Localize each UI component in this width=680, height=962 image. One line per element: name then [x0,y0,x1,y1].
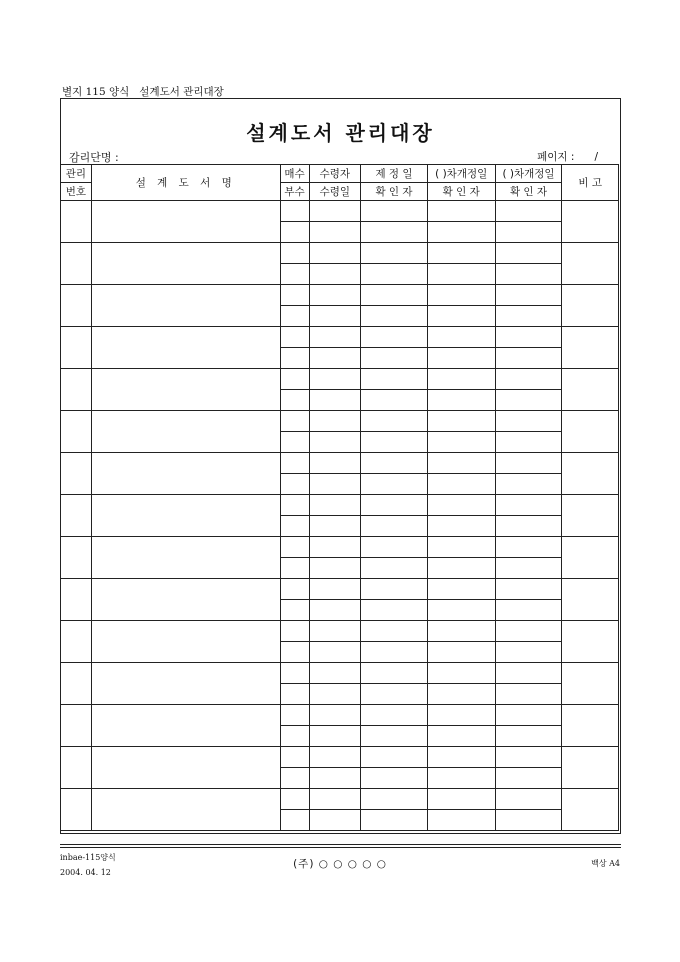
table-row [61,453,619,474]
cell-receiver[interactable] [309,306,361,327]
cell-mgmt-no[interactable] [61,495,92,537]
cell-enact[interactable] [361,453,428,474]
cell-rev2[interactable] [495,621,562,642]
table-row [61,285,619,306]
cell-rev1[interactable] [427,201,495,222]
cell-sheets[interactable] [280,453,309,474]
cell-remarks[interactable] [562,243,619,285]
table-row [61,369,619,390]
table-row [61,243,619,264]
cell-rev1[interactable] [427,432,495,453]
cell-rev1[interactable] [427,768,495,789]
cell-sheets[interactable] [280,348,309,369]
cell-sheets[interactable] [280,222,309,243]
cell-rev1[interactable] [427,579,495,600]
cell-rev1[interactable] [427,306,495,327]
cell-enact[interactable] [361,663,428,684]
table-row [61,705,619,726]
cell-sheets[interactable] [280,390,309,411]
cell-doc-name[interactable] [91,621,280,663]
table-row [61,621,619,642]
cell-enact[interactable] [361,600,428,621]
cell-rev2[interactable] [495,705,562,726]
cell-rev1[interactable] [427,516,495,537]
table-row [61,327,619,348]
cell-sheets[interactable] [280,621,309,642]
cell-mgmt-no[interactable] [61,579,92,621]
cell-receiver[interactable] [309,495,361,516]
cell-remarks[interactable] [562,285,619,327]
cell-mgmt-no[interactable] [61,789,92,831]
cell-doc-name[interactable] [91,789,280,831]
header-receiver: 수령자 [309,165,361,183]
cell-mgmt-no[interactable] [61,747,92,789]
cell-sheets[interactable] [280,264,309,285]
header-rev1-confirm: 확 인 자 [427,183,495,201]
cell-receiver[interactable] [309,222,361,243]
cell-mgmt-no[interactable] [61,285,92,327]
cell-sheets[interactable] [280,474,309,495]
cell-sheets[interactable] [280,495,309,516]
cell-mgmt-no[interactable] [61,201,92,243]
cell-rev1[interactable] [427,411,495,432]
cell-enact[interactable] [361,558,428,579]
cell-rev2[interactable] [495,747,562,768]
cell-receiver[interactable] [309,579,361,600]
cell-rev2[interactable] [495,201,562,222]
cell-sheets[interactable] [280,558,309,579]
cell-enact[interactable] [361,621,428,642]
cell-mgmt-no[interactable] [61,411,92,453]
cell-enact[interactable] [361,537,428,558]
cell-rev2[interactable] [495,411,562,432]
cell-rev2[interactable] [495,579,562,600]
cell-doc-name[interactable] [91,453,280,495]
cell-receiver[interactable] [309,537,361,558]
cell-mgmt-no[interactable] [61,537,92,579]
cell-receiver[interactable] [309,474,361,495]
header-enact-date: 제 정 일 [361,165,428,183]
cell-rev2[interactable] [495,306,562,327]
cell-rev1[interactable] [427,642,495,663]
footer-rule [60,844,621,845]
cell-doc-name[interactable] [91,495,280,537]
table-row [61,537,619,558]
cell-rev1[interactable] [427,726,495,747]
cell-rev2[interactable] [495,474,562,495]
cell-mgmt-no[interactable] [61,663,92,705]
cell-sheets[interactable] [280,705,309,726]
cell-remarks[interactable] [562,579,619,621]
cell-sheets[interactable] [280,369,309,390]
cell-sheets[interactable] [280,663,309,684]
table-row [61,579,619,600]
cell-sheets[interactable] [280,327,309,348]
header-doc-name: 설 계 도 서 명 [91,165,280,201]
cell-doc-name[interactable] [91,285,280,327]
cell-receiver[interactable] [309,726,361,747]
cell-enact[interactable] [361,243,428,264]
cell-sheets[interactable] [280,600,309,621]
cell-sheets[interactable] [280,810,309,831]
cell-rev2[interactable] [495,768,562,789]
cell-rev1[interactable] [427,495,495,516]
cell-rev1[interactable] [427,264,495,285]
cell-sheets[interactable] [280,579,309,600]
cell-mgmt-no[interactable] [61,453,92,495]
cell-receiver[interactable] [309,621,361,642]
register-frame [60,98,621,834]
page-title: 설계도서 관리대장 [246,121,435,145]
cell-doc-name[interactable] [91,747,280,789]
cell-enact[interactable] [361,222,428,243]
cell-enact[interactable] [361,684,428,705]
table-row [61,411,619,432]
cell-enact[interactable] [361,579,428,600]
cell-enact[interactable] [361,201,428,222]
cell-enact[interactable] [361,411,428,432]
cell-rev2[interactable] [495,222,562,243]
cell-doc-name[interactable] [91,327,280,369]
cell-enact[interactable] [361,747,428,768]
register-table [60,164,619,831]
cell-sheets[interactable] [280,726,309,747]
cell-remarks[interactable] [562,747,619,789]
cell-enact[interactable] [361,789,428,810]
cell-rev1[interactable] [427,663,495,684]
cell-rev1[interactable] [427,600,495,621]
cell-rev1[interactable] [427,558,495,579]
cell-mgmt-no[interactable] [61,705,92,747]
cell-rev1[interactable] [427,327,495,348]
cell-rev2[interactable] [495,285,562,306]
header-mgmt-no-1: 관리 [61,165,92,183]
cell-doc-name[interactable] [91,537,280,579]
cell-rev1[interactable] [427,705,495,726]
cell-receiver[interactable] [309,747,361,768]
header-rev1-date: ( )차개정일 [427,165,495,183]
cell-receiver[interactable] [309,516,361,537]
cell-receiver[interactable] [309,327,361,348]
cell-rev1[interactable] [427,390,495,411]
table-row [61,495,619,516]
cell-receiver[interactable] [309,201,361,222]
cell-remarks[interactable] [562,495,619,537]
cell-rev2[interactable] [495,789,562,810]
cell-rev2[interactable] [495,516,562,537]
cell-rev1[interactable] [427,453,495,474]
cell-receiver[interactable] [309,789,361,810]
cell-remarks[interactable] [562,369,619,411]
footer-rule [60,847,621,848]
cell-rev1[interactable] [427,621,495,642]
cell-mgmt-no[interactable] [61,369,92,411]
cell-rev2[interactable] [495,390,562,411]
header-receive-date: 수령일 [309,183,361,201]
cell-mgmt-no[interactable] [61,327,92,369]
cell-rev2[interactable] [495,264,562,285]
cell-receiver[interactable] [309,453,361,474]
cell-rev1[interactable] [427,474,495,495]
cell-enact[interactable] [361,642,428,663]
cell-receiver[interactable] [309,684,361,705]
cell-rev2[interactable] [495,369,562,390]
cell-enact[interactable] [361,327,428,348]
cell-receiver[interactable] [309,369,361,390]
cell-receiver[interactable] [309,642,361,663]
cell-sheets[interactable] [280,432,309,453]
cell-remarks[interactable] [562,201,619,243]
cell-receiver[interactable] [309,600,361,621]
page-number-label: 페이지 : / [537,151,598,163]
cell-rev2[interactable] [495,642,562,663]
cell-enact[interactable] [361,810,428,831]
cell-receiver[interactable] [309,264,361,285]
cell-rev2[interactable] [495,726,562,747]
cell-rev1[interactable] [427,222,495,243]
cell-sheets[interactable] [280,537,309,558]
cell-receiver[interactable] [309,432,361,453]
cell-sheets[interactable] [280,768,309,789]
cell-enact[interactable] [361,348,428,369]
header-remarks: 비 고 [562,165,619,201]
cell-remarks[interactable] [562,327,619,369]
cell-doc-name[interactable] [91,579,280,621]
cell-rev2[interactable] [495,495,562,516]
cell-doc-name[interactable] [91,243,280,285]
cell-receiver[interactable] [309,810,361,831]
cell-doc-name[interactable] [91,663,280,705]
cell-doc-name[interactable] [91,705,280,747]
cell-rev1[interactable] [427,369,495,390]
cell-enact[interactable] [361,705,428,726]
cell-rev2[interactable] [495,327,562,348]
cell-remarks[interactable] [562,621,619,663]
cell-remarks[interactable] [562,789,619,831]
cell-rev1[interactable] [427,348,495,369]
header-enact-confirm: 확 인 자 [361,183,428,201]
cell-rev1[interactable] [427,789,495,810]
cell-enact[interactable] [361,768,428,789]
cell-receiver[interactable] [309,411,361,432]
cell-receiver[interactable] [309,558,361,579]
footer-paper-size: 백상 A4 [591,859,620,868]
cell-enact[interactable] [361,369,428,390]
cell-sheets[interactable] [280,201,309,222]
cell-rev1[interactable] [427,537,495,558]
table-row [61,201,619,222]
cell-rev1[interactable] [427,243,495,264]
cell-receiver[interactable] [309,768,361,789]
cell-rev2[interactable] [495,810,562,831]
cell-sheets[interactable] [280,642,309,663]
cell-enact[interactable] [361,495,428,516]
cell-enact[interactable] [361,726,428,747]
cell-sheets[interactable] [280,306,309,327]
cell-sheets[interactable] [280,285,309,306]
cell-rev1[interactable] [427,684,495,705]
cell-receiver[interactable] [309,663,361,684]
cell-receiver[interactable] [309,285,361,306]
cell-receiver[interactable] [309,243,361,264]
cell-mgmt-no[interactable] [61,243,92,285]
cell-receiver[interactable] [309,348,361,369]
cell-doc-name[interactable] [91,369,280,411]
cell-doc-name[interactable] [91,201,280,243]
cell-enact[interactable] [361,306,428,327]
cell-sheets[interactable] [280,243,309,264]
cell-receiver[interactable] [309,390,361,411]
cell-enact[interactable] [361,516,428,537]
cell-mgmt-no[interactable] [61,621,92,663]
cell-rev2[interactable] [495,600,562,621]
header-row-1 [61,165,619,183]
cell-rev2[interactable] [495,663,562,684]
cell-remarks[interactable] [562,411,619,453]
form-caption: 별지 115 양식 설계도서 관리대장 [62,86,224,98]
cell-receiver[interactable] [309,705,361,726]
cell-rev1[interactable] [427,810,495,831]
footer-form-code: inbae-115양식 [60,853,116,862]
header-rev2-date: ( )차개정일 [495,165,562,183]
cell-sheets[interactable] [280,684,309,705]
header-mgmt-no-2: 번호 [61,183,92,201]
cell-rev2[interactable] [495,684,562,705]
table-row [61,789,619,810]
header-copies: 부수 [280,183,309,201]
cell-sheets[interactable] [280,747,309,768]
cell-sheets[interactable] [280,516,309,537]
supervisor-label: 감리단명 : [69,151,119,164]
cell-remarks[interactable] [562,705,619,747]
cell-enact[interactable] [361,432,428,453]
cell-enact[interactable] [361,474,428,495]
header-rev2-confirm: 확 인 자 [495,183,562,201]
cell-remarks[interactable] [562,663,619,705]
header-sheets: 매수 [280,165,309,183]
table-row [61,663,619,684]
footer-date: 2004. 04. 12 [60,868,111,877]
cell-sheets[interactable] [280,411,309,432]
cell-rev1[interactable] [427,747,495,768]
cell-rev1[interactable] [427,285,495,306]
cell-rev2[interactable] [495,558,562,579]
cell-rev2[interactable] [495,243,562,264]
cell-sheets[interactable] [280,789,309,810]
cell-enact[interactable] [361,285,428,306]
cell-remarks[interactable] [562,453,619,495]
cell-remarks[interactable] [562,537,619,579]
table-row [61,747,619,768]
footer-company: (주) ○ ○ ○ ○ ○ [293,858,387,870]
cell-enact[interactable] [361,264,428,285]
cell-doc-name[interactable] [91,411,280,453]
cell-rev2[interactable] [495,348,562,369]
cell-rev2[interactable] [495,432,562,453]
cell-rev2[interactable] [495,453,562,474]
cell-rev2[interactable] [495,537,562,558]
cell-enact[interactable] [361,390,428,411]
